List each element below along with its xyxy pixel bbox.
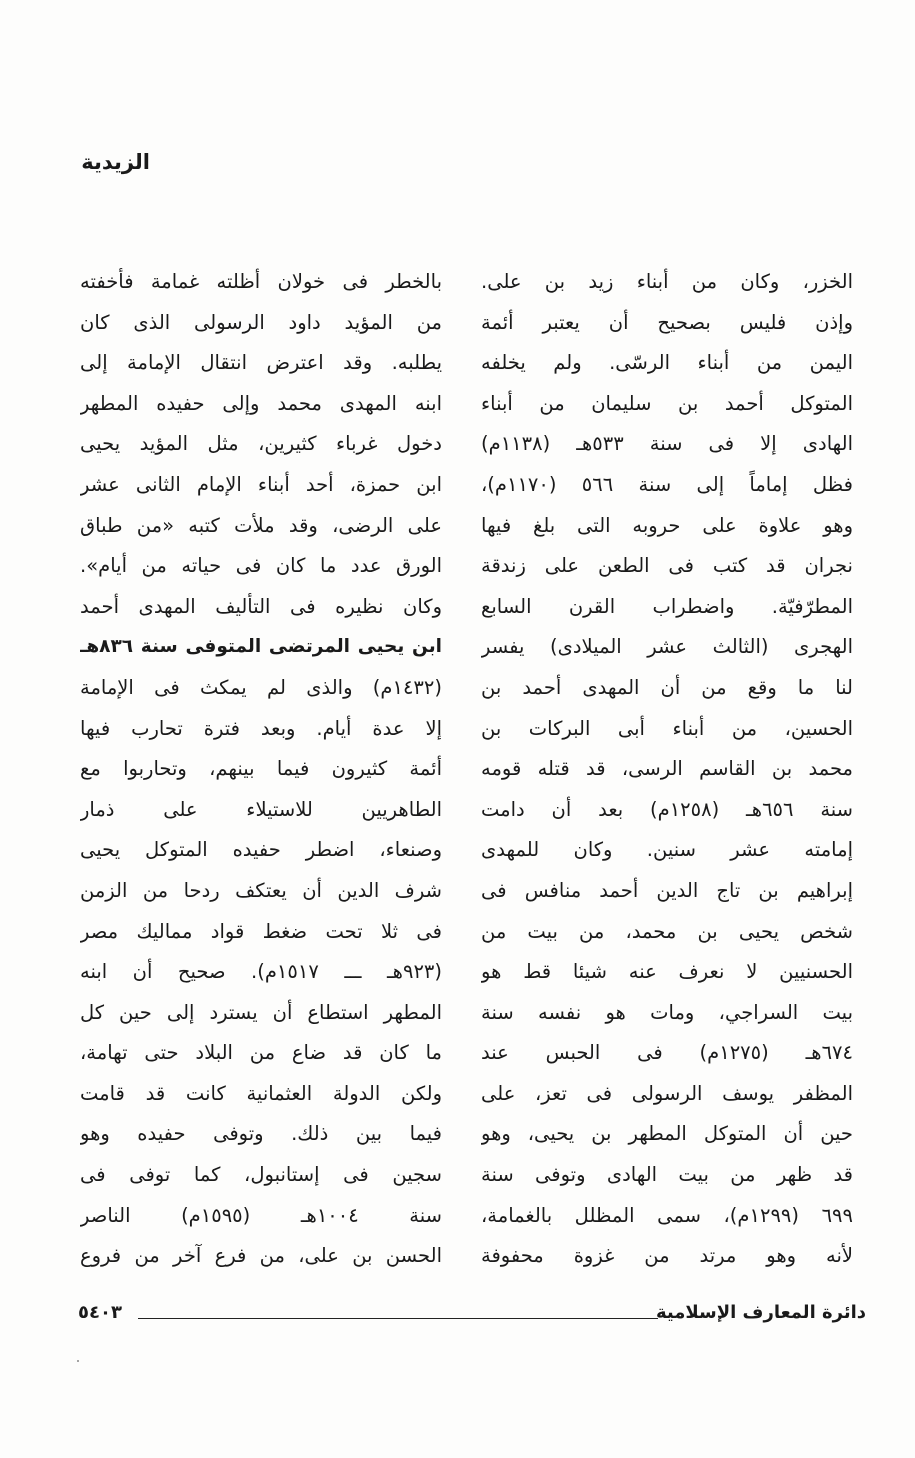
text-line: حين أن المتوكل المطهر بن يحيى، وهو (481, 1122, 853, 1146)
text-line: المتوكل أحمد بن سليمان من أبناء (481, 391, 853, 415)
text-line: الطاهريين للاستيلاء على ذمار (80, 797, 442, 821)
text-line: أئمة كثيرون فيما بينهم، وتحاربوا مع (80, 757, 442, 781)
text-line: الهجرى (الثالث عشر الميلادى) يفسر (481, 635, 853, 659)
text-line: الحسنيين لا نعرف عنه شيئا قط هو (481, 960, 853, 984)
text-line: دخول غرباء كثيرين، مثل المؤيد يحيى (80, 432, 442, 456)
text-line: المطهر استطاع أن يسترد إلى حين كل (80, 1000, 442, 1024)
text-line: (١٤٣٢م) والذى لم يمكث فى الإمامة (80, 675, 442, 699)
text-line: شخص يحيى بن محمد، من بيت من (481, 919, 853, 943)
text-line: سجين فى إستانبول، كما توفى فى (80, 1163, 442, 1187)
text-line: المطرّفيّة. واضطراب القرن السابع (481, 594, 853, 618)
footer-divider (138, 1318, 658, 1319)
text-line: ٦٧٤هـ (١٢٧٥م) فى الحبس عند (481, 1041, 853, 1065)
left-text-column (80, 262, 442, 1277)
text-line: الحسين، من أبناء أبى البركات بن (481, 716, 853, 740)
text-line: لأنه وهو مرتد من غزوة محفوفة (481, 1244, 853, 1268)
text-line: المظفر يوسف الرسولى فى تعز، على (481, 1081, 853, 1105)
text-line: الخزر، وكان من أبناء زيد بن على. (481, 270, 853, 293)
running-header-title: الزيدية (81, 150, 150, 174)
text-line: وصنعاء، اضطر حفيده المتوكل يحيى (80, 838, 442, 862)
text-line: الورق عدد ما كان فى حياته من أيام». (80, 554, 442, 578)
text-line: فيما بين ذلك. وتوفى حفيده وهو (80, 1122, 442, 1146)
text-line: إمامته عشر سنين. وكان للمهدى (481, 838, 853, 862)
text-line: لنا ما وقع من أن المهدى أحمد بن (481, 675, 853, 699)
text-line: وهو علاوة على حروبه التى بلغ فيها (481, 513, 853, 537)
text-line: فظل إماماً إلى سنة ٥٦٦ (١١٧٠م)، (481, 472, 853, 496)
text-line: الحسن بن على، من فرع آخر من فروع (80, 1244, 442, 1268)
text-line: بالخطر فى خولان أظلته غمامة فأخفته (80, 270, 442, 293)
text-line: سنة ٦٥٦هـ (١٢٥٨م) بعد أن دامت (481, 797, 853, 821)
text-line: فى ثلا تحت ضغط قواد مماليك مصر (80, 919, 442, 943)
text-line: وإذن فليس بصحيح أن يعتبر أئمة (481, 310, 853, 334)
text-line: ابن حمزة، أحد أبناء الإمام الثانى عشر (80, 472, 442, 496)
text-line: شرف الدين أن يعتكف ردحا من الزمن (80, 878, 442, 902)
text-line: يطلبه. وقد اعترض انتقال الإمامة إلى (80, 351, 442, 375)
page-footer (78, 1296, 866, 1336)
text-line: من المؤيد داود الرسولى الذى كان (80, 310, 442, 334)
text-line: على الرضى، وقد ملأت كتبه «من طباق (80, 513, 442, 537)
text-line: ٦٩٩ (١٢٩٩م)، سمى المظلل بالغمامة، (481, 1203, 853, 1227)
text-line: سنة ١٠٠٤هـ (١٥٩٥م) الناصر (80, 1203, 442, 1227)
scan-speck (77, 1360, 79, 1362)
page-number: ٥٤٠٣ (78, 1302, 122, 1323)
text-line: الهادى إلا فى سنة ٥٣٣هـ (١١٣٨م) (481, 432, 853, 456)
text-line: نجران قد كتب فى الطعن على زندقة (481, 554, 853, 578)
text-line: بيت السراجي، ومات هو نفسه سنة (481, 1000, 853, 1024)
text-line: (٩٢٣هـ ـــ ١٥١٧م). صحيح أن ابنه (80, 960, 442, 984)
text-line: ابنه المهدى محمد وإلى حفيده المطهر (80, 391, 442, 415)
text-line: قد ظهر من بيت الهادى وتوفى سنة (481, 1163, 853, 1187)
text-line: إبراهيم بن تاج الدين أحمد منافس فى (481, 878, 853, 902)
text-line: ما كان قد ضاع من البلاد حتى تهامة، (80, 1041, 442, 1065)
right-text-column (481, 262, 853, 1277)
footer-journal-title: دائرة المعارف الإسلامية (655, 1302, 866, 1323)
text-line: ولكن الدولة العثمانية كانت قد قامت (80, 1081, 442, 1105)
text-line: وكان نظيره فى التأليف المهدى أحمد (80, 594, 442, 618)
text-line: محمد بن القاسم الرسى، قد قتله قومه (481, 757, 853, 781)
text-line-bold: ابن يحيى المرتضى المتوفى سنة ٨٣٦هـ (80, 636, 442, 658)
text-line: إلا عدة أيام. وبعد فترة تحارب فيها (80, 716, 442, 740)
text-line: اليمن من أبناء الرسّى. ولم يخلفه (481, 351, 853, 375)
